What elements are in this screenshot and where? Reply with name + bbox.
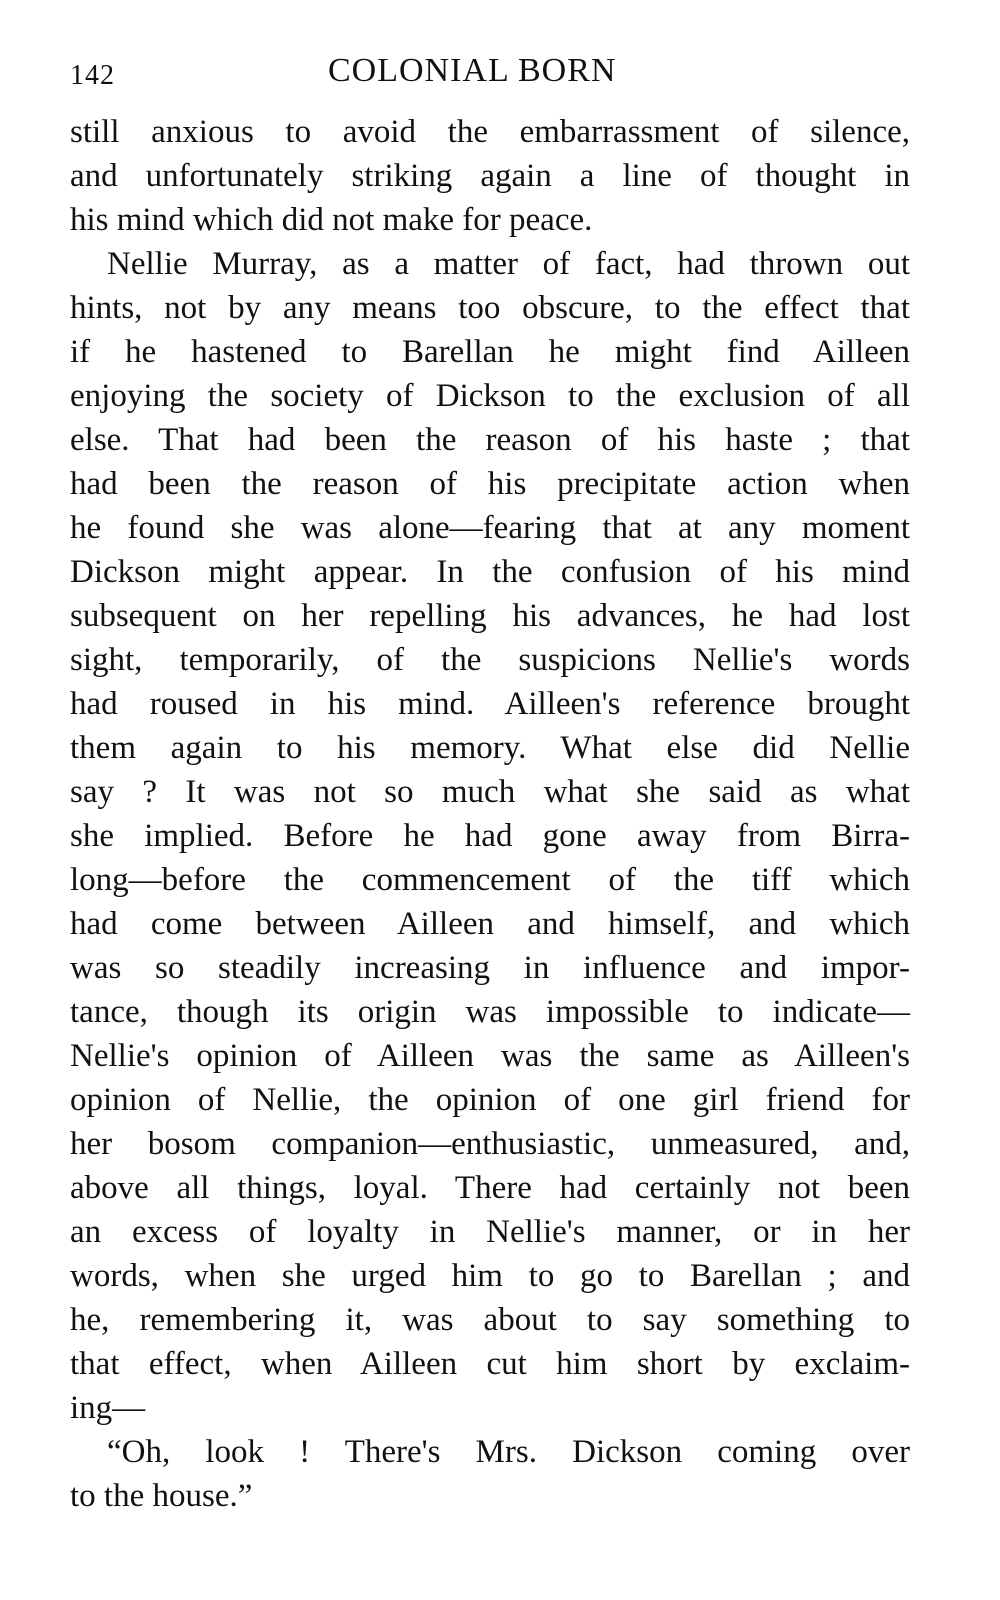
text-line: say ? It was not so much what she said as what bbox=[70, 774, 910, 810]
text-line: her bosom companion—enthusiastic, unmeasured, and, bbox=[70, 1126, 910, 1162]
text-line: tance, though its origin was impossible to indicate— bbox=[70, 994, 910, 1030]
text-line: sight, temporarily, of the suspicions Nellie's words bbox=[70, 642, 910, 678]
text-line: opinion of Nellie, the opinion of one girl friend for bbox=[70, 1082, 910, 1118]
text-line: she implied. Before he had gone away from Birra- bbox=[70, 818, 910, 854]
text-line: “Oh, look ! There's Mrs. Dickson coming over bbox=[107, 1434, 910, 1470]
text-line: words, when she urged him to go to Barellan ; and bbox=[70, 1258, 910, 1294]
text-line: subsequent on her repelling his advances, he had lost bbox=[70, 598, 910, 634]
text-line: if he hastened to Barellan he might find Ailleen bbox=[70, 334, 910, 370]
text-line: had roused in his mind. Ailleen's reference brought bbox=[70, 686, 910, 722]
text-line: and unfortunately striking again a line of thought in bbox=[70, 158, 910, 194]
text-line: them again to his memory. What else did Nellie bbox=[70, 730, 910, 766]
text-line: Dickson might appear. In the confusion of his mind bbox=[70, 554, 910, 590]
text-line: had come between Ailleen and himself, and which bbox=[70, 906, 910, 942]
text-line: was so steadily increasing in influence and impor- bbox=[70, 950, 910, 986]
text-line: enjoying the society of Dickson to the exclusion of all bbox=[70, 378, 910, 414]
running-title: COLONIAL BORN bbox=[328, 52, 617, 89]
text-line: an excess of loyalty in Nellie's manner, or in her bbox=[70, 1214, 910, 1250]
text-line: he, remembering it, was about to say something to bbox=[70, 1302, 910, 1338]
page-number: 142 bbox=[70, 60, 115, 91]
text-line: hints, not by any means too obscure, to the effect that bbox=[70, 290, 910, 326]
text-line: his mind which did not make for peace. bbox=[70, 202, 593, 238]
page-header bbox=[70, 52, 910, 96]
text-line: else. That had been the reason of his haste ; that bbox=[70, 422, 910, 458]
text-line: long—before the commencement of the tiff which bbox=[70, 862, 910, 898]
text-line: that effect, when Ailleen cut him short by exclaim- bbox=[70, 1346, 910, 1382]
body-text bbox=[70, 110, 910, 1518]
text-line: he found she was alone—fearing that at any moment bbox=[70, 510, 910, 546]
text-line: Nellie's opinion of Ailleen was the same as Ailleen's bbox=[70, 1038, 910, 1074]
text-line: still anxious to avoid the embarrassment of silence, bbox=[70, 114, 910, 150]
text-line: had been the reason of his precipitate action when bbox=[70, 466, 910, 502]
text-line: to the house.” bbox=[70, 1478, 253, 1514]
text-line: above all things, loyal. There had certainly not been bbox=[70, 1170, 910, 1206]
text-line: ing— bbox=[70, 1390, 146, 1426]
text-line: Nellie Murray, as a matter of fact, had thrown out bbox=[107, 246, 910, 282]
